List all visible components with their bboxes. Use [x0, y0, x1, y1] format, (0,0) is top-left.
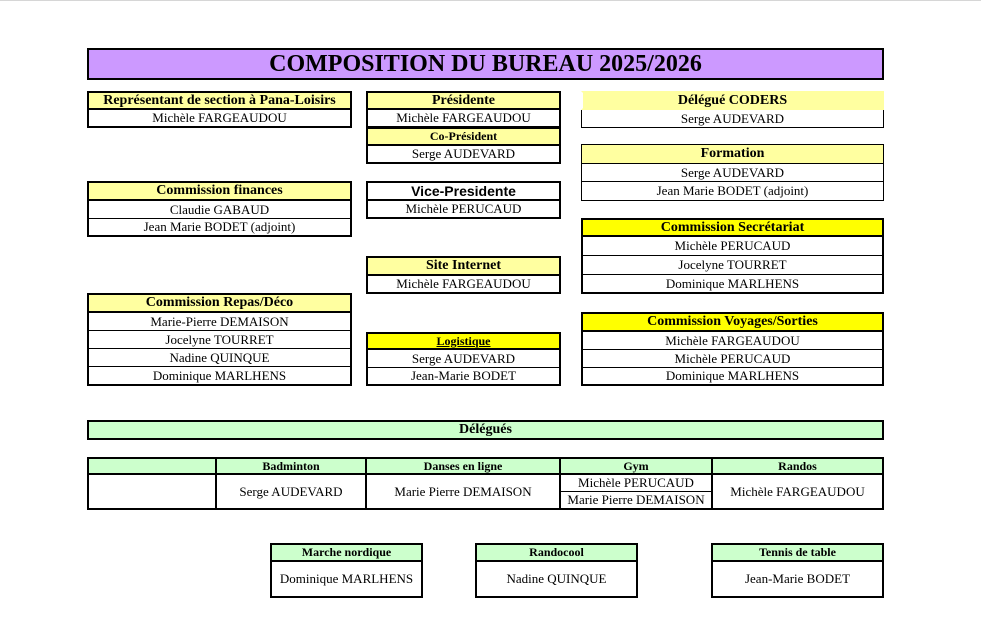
voyages-header: Commission Voyages/Sorties: [581, 312, 884, 332]
formation-member: Serge AUDEVARD: [581, 164, 884, 182]
delegues-empty-cell: [87, 475, 217, 510]
delegues-title: Délégués: [87, 420, 884, 440]
logistique-header: Logistique: [366, 332, 561, 350]
finances-member: Jean Marie BODET (adjoint): [87, 219, 352, 237]
repas-deco-member: Marie-Pierre DEMAISON: [87, 313, 352, 331]
secretariat-member: Michèle PERUCAUD: [581, 237, 884, 256]
top-divider: [0, 0, 981, 1]
delegue-coders-header: Délégué CODERS: [581, 91, 884, 110]
danses-member: Marie Pierre DEMAISON: [365, 475, 561, 510]
secretariat-header: Commission Secrétariat: [581, 218, 884, 237]
voyages-member: Michèle FARGEAUDOU: [581, 332, 884, 350]
randos-header: Randos: [711, 457, 884, 475]
randos-member: Michèle FARGEAUDOU: [711, 475, 884, 510]
randocool-header: Randocool: [475, 543, 638, 562]
vice-presidente-member: Michèle PERUCAUD: [366, 201, 561, 219]
logistique-member: Serge AUDEVARD: [366, 350, 561, 368]
pana-loisirs-member: Michèle FARGEAUDOU: [87, 110, 352, 128]
gym-member: Michèle PERUCAUD: [559, 475, 713, 492]
site-internet-member: Michèle FARGEAUDOU: [366, 276, 561, 294]
randocool-member: Nadine QUINQUE: [475, 562, 638, 598]
delegue-coders-member: Serge AUDEVARD: [581, 110, 884, 128]
finances-member: Claudie GABAUD: [87, 201, 352, 219]
marche-nordique-header: Marche nordique: [270, 543, 423, 562]
repas-deco-header: Commission Repas/Déco: [87, 293, 352, 313]
danses-header: Danses en ligne: [365, 457, 561, 475]
voyages-member: Dominique MARLHENS: [581, 368, 884, 386]
formation-header: Formation: [581, 144, 884, 164]
secretariat-member: Dominique MARLHENS: [581, 275, 884, 294]
repas-deco-member: Nadine QUINQUE: [87, 349, 352, 367]
voyages-member: Michèle PERUCAUD: [581, 350, 884, 368]
presidente-member: Michèle FARGEAUDOU: [366, 110, 561, 127]
badminton-header: Badminton: [215, 457, 367, 475]
vice-presidente-header: Vice-Presidente: [366, 181, 561, 201]
tennis-de-table-member: Jean-Marie BODET: [711, 562, 884, 598]
gym-member: Marie Pierre DEMAISON: [559, 492, 713, 510]
logistique-member: Jean-Marie BODET: [366, 368, 561, 386]
marche-nordique-member: Dominique MARLHENS: [270, 562, 423, 598]
tennis-de-table-header: Tennis de table: [711, 543, 884, 562]
secretariat-member: Jocelyne TOURRET: [581, 256, 884, 275]
badminton-member: Serge AUDEVARD: [215, 475, 367, 510]
repas-deco-member: Dominique MARLHENS: [87, 367, 352, 386]
pana-loisirs-header: Représentant de section à Pana-Loisirs: [87, 91, 352, 110]
co-president-member: Serge AUDEVARD: [366, 146, 561, 164]
site-internet-header: Site Internet: [366, 256, 561, 276]
page-title: COMPOSITION DU BUREAU 2025/2026: [87, 48, 884, 80]
gym-header: Gym: [559, 457, 713, 475]
formation-member: Jean Marie BODET (adjoint): [581, 182, 884, 201]
delegues-empty-header: [87, 457, 217, 475]
repas-deco-member: Jocelyne TOURRET: [87, 331, 352, 349]
finances-header: Commission finances: [87, 181, 352, 201]
presidente-header: Présidente: [366, 91, 561, 110]
co-president-header: Co-Président: [366, 127, 561, 146]
